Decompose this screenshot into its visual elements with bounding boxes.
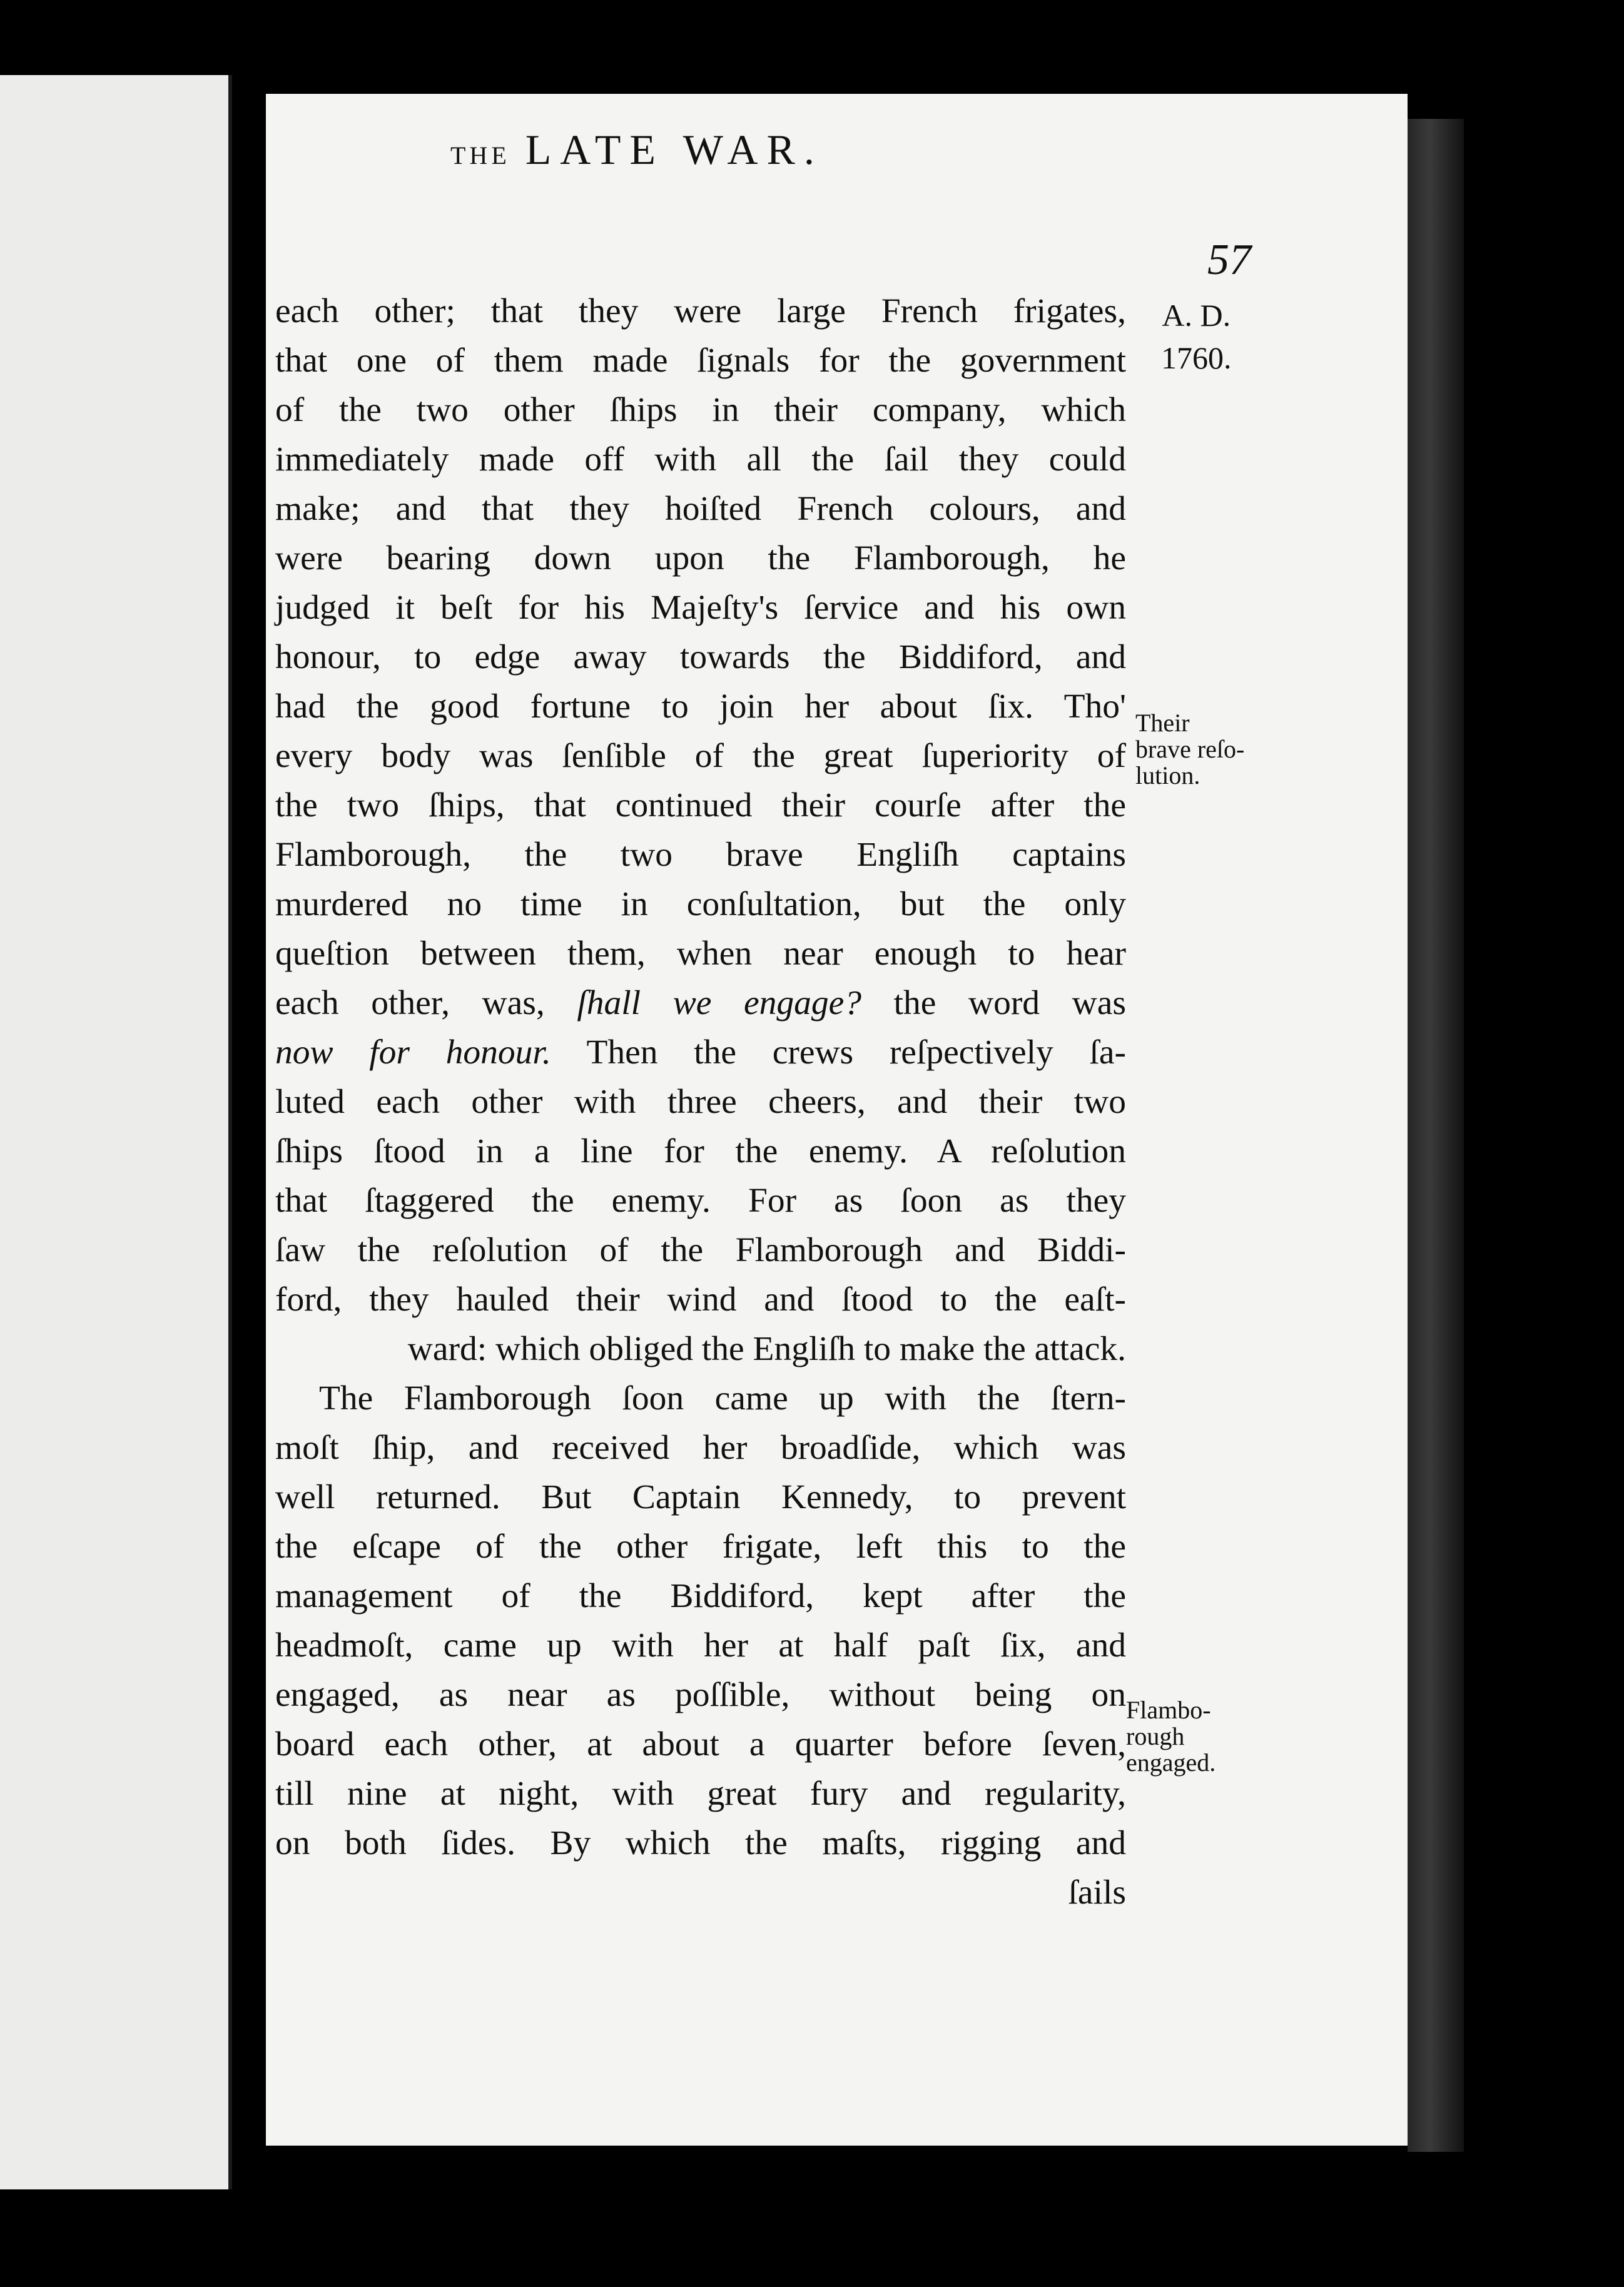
text-line: engaged, as near as poſſible, without being on [275, 1676, 1126, 1714]
text-line: ſails [1068, 1874, 1126, 1912]
text-line: board each other, at about a quarter before ſeven, [275, 1725, 1126, 1763]
text-segment: Then the crews reſpectively ſa- [551, 1033, 1127, 1072]
text-segment: each other, was, [275, 984, 577, 1022]
text-line: on both ſides. By which the maſts, rigging and [275, 1824, 1126, 1862]
text-line: Flamborough, the two brave Engliſh captains [275, 836, 1126, 874]
running-head [450, 125, 823, 175]
margin-note-year-line: 1760. [1161, 340, 1232, 375]
text-line: honour, to edge away towards the Biddiford, and [275, 638, 1126, 676]
italic-phrase: now for honour. [275, 1033, 551, 1072]
text-line: judged it beſt for his Majeſty's ſervice and his own [275, 589, 1126, 627]
text-line: moſt ſhip, and received her broadſide, which was [275, 1429, 1126, 1467]
margin-note-year-line: A. D. [1162, 298, 1231, 333]
text-line: headmoſt, came up with her at half paſt ſix, and [275, 1626, 1126, 1665]
text-line: of the two other ſhips in their company, which [275, 391, 1126, 429]
italic-phrase: ſhall we engage? [577, 984, 861, 1022]
text-line: each other; that they were large French frigates, [275, 292, 1126, 330]
text-line: well returned. But Captain Kennedy, to prevent [275, 1478, 1126, 1516]
text-line: had the good fortune to join her about ſix. Tho' [275, 687, 1126, 726]
text-line: murdered no time in conſultation, but the only [275, 885, 1126, 923]
text-line: The Flamborough ſoon came up with the ſtern- [319, 1379, 1126, 1417]
body-text [275, 287, 1126, 1917]
running-head-title: LATE WAR. [525, 126, 823, 173]
book-binding-edge [1408, 119, 1464, 2152]
margin-note-line: rough [1126, 1722, 1185, 1750]
margin-note-line: lution. [1135, 761, 1200, 789]
text-segment: the word was [861, 984, 1126, 1022]
margin-note-flamborough-engaged [1126, 1697, 1215, 1776]
facing-page-edge [0, 75, 232, 2189]
text-line: ſhips ſtood in a line for the enemy. A reſolution [275, 1132, 1126, 1170]
text-line: management of the Biddiford, kept after the [275, 1577, 1126, 1615]
text-line [275, 1028, 1126, 1077]
text-line [275, 978, 1126, 1028]
text-line: queſtion between them, when near enough to hear [275, 935, 1126, 973]
text-line: were bearing down upon the Flamborough, he [275, 539, 1126, 577]
text-line: ward: which obliged the Engliſh to make the attack. [407, 1330, 1126, 1368]
text-line: make; and that they hoiſted French colours, and [275, 490, 1126, 528]
text-line: ſaw the reſolution of the Flamborough and Biddi- [275, 1231, 1126, 1269]
margin-note-line: engaged. [1126, 1748, 1216, 1777]
text-line: the two ſhips, that continued their courſe after the [275, 786, 1126, 824]
text-line: every body was ſenſible of the great ſuperiority of [275, 737, 1126, 775]
text-line: the eſcape of the other frigate, left this to the [275, 1528, 1126, 1566]
margin-note-year [1161, 294, 1232, 379]
page-number: 57 [1207, 236, 1251, 284]
margin-note-line: Their [1135, 709, 1190, 737]
text-line: immediately made off with all the ſail they could [275, 440, 1126, 479]
text-line: ford, they hauled their wind and ſtood to the eaſt- [275, 1280, 1126, 1319]
text-line: that one of them made ſignals for the government [275, 342, 1126, 380]
text-line: that ſtaggered the enemy. For as ſoon as they [275, 1182, 1126, 1220]
margin-note-brave-resolution [1135, 710, 1244, 789]
margin-note-line: brave reſo- [1135, 735, 1245, 763]
text-line: luted each other with three cheers, and their two [275, 1083, 1126, 1121]
margin-note-line: Flambo- [1126, 1696, 1211, 1724]
running-head-article: THE [450, 141, 510, 170]
text-line: till nine at night, with great fury and regularity, [275, 1775, 1126, 1813]
